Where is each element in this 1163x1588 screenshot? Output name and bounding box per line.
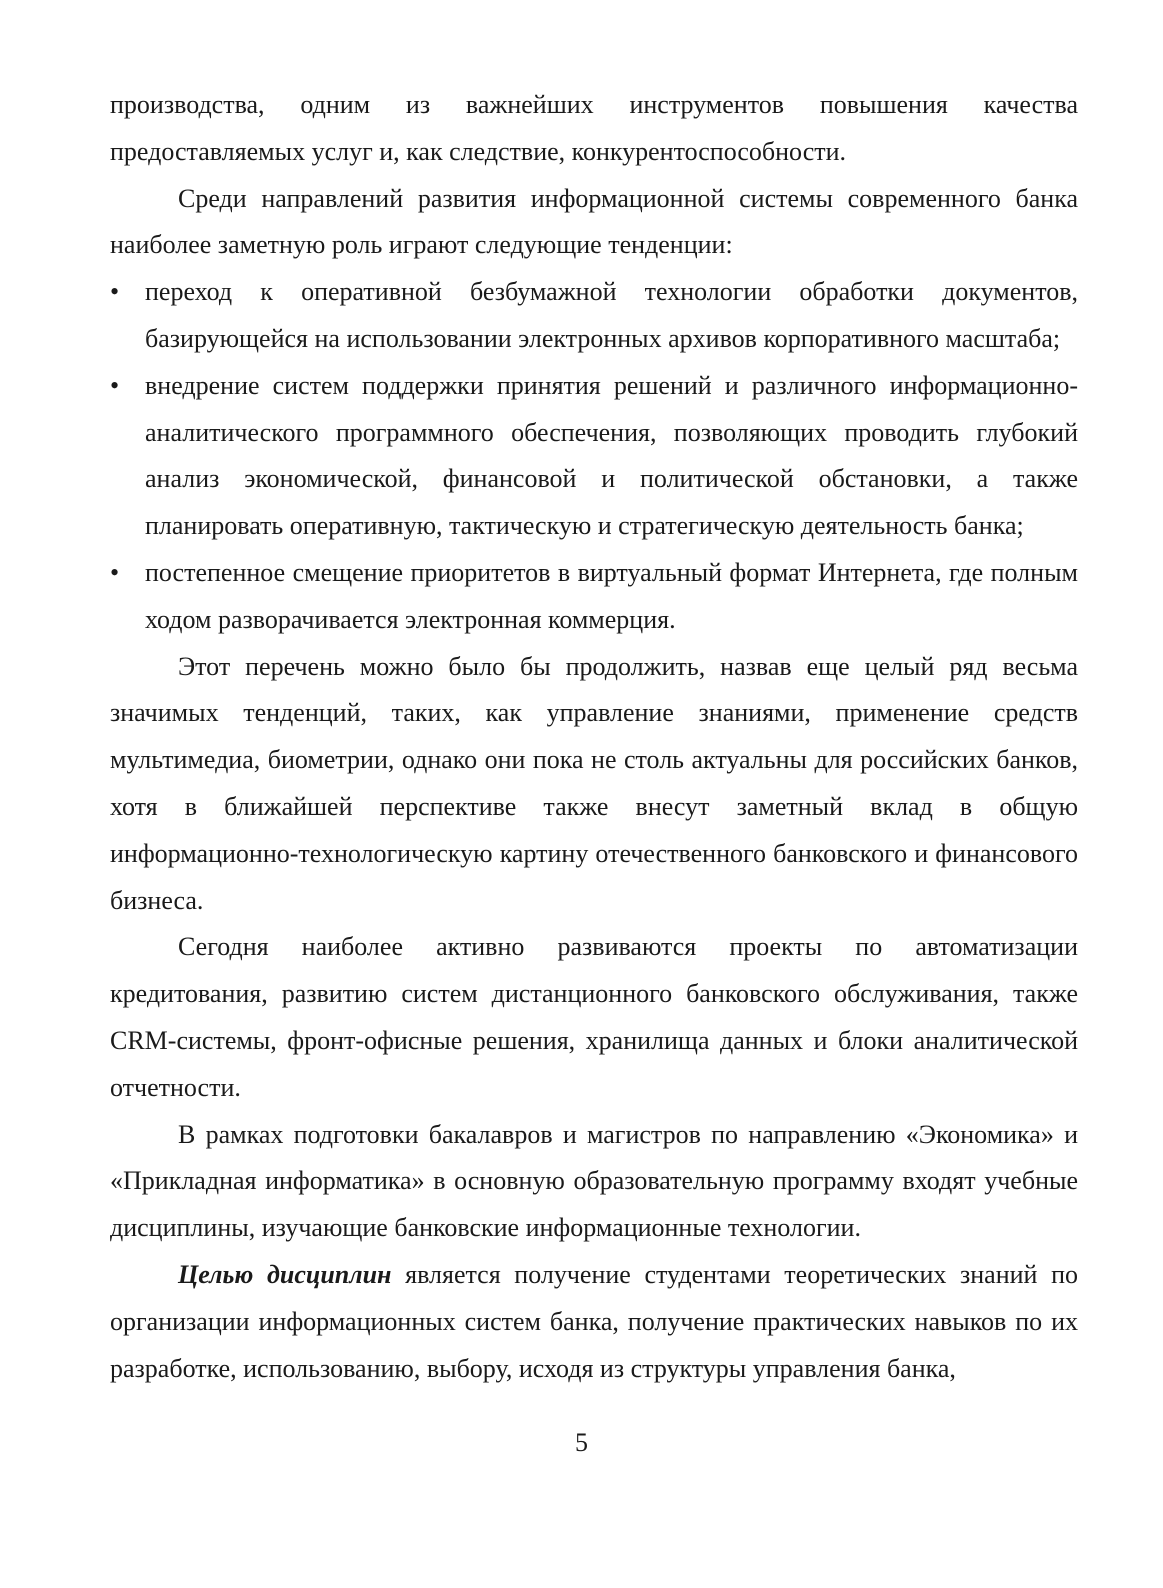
goal-text: является получение студентами теоретических знаний по организации информационных систем банка, получение практических навыков по их разработке, использованию, выбору, исходя из структуры управления банка, [110, 1259, 1079, 1383]
bullet-marker: • [110, 557, 120, 587]
trends-list [110, 269, 1078, 643]
list-item [110, 550, 1078, 644]
bullet-marker: • [110, 370, 120, 400]
paragraph-curriculum: В рамках подготовки бакалавров и магистров по направлению «Экономика» и «Прикладная информатика» в основную образовательную программу входят учебные дисциплины, изучающие банковские информационные технологии. [110, 1119, 1078, 1243]
list-item-text: постепенное смещение приоритетов в виртуальный формат Интернета, где полным ходом разворачивается электронная коммерция. [145, 557, 1078, 634]
paragraph-other-trends: Этот перечень можно было бы продолжить, назвав еще целый ряд весьма значимых тенденций, таких, как управление знаниями, применение средств мультимедиа, биометрии, однако они пока не столь актуальны для российских банков, хотя в ближайшей перспективе также внесут заметный вклад в общую информационно-технологическую картину отечественного банковского и финансового бизнеса. [110, 651, 1078, 915]
list-item [110, 269, 1078, 363]
paragraph-trends-intro: Среди направлений развития информационной системы современного банка наиболее заметную роль играют следующие тенденции: [110, 183, 1078, 260]
bullet-marker: • [110, 277, 120, 307]
goal-emphasis: Целью дисциплин [178, 1259, 392, 1289]
list-item-text: внедрение систем поддержки принятия решений и различного информационно-аналитического программного обеспечения, позволяющих проводить глубокий анализ экономической, финансовой и политической обстановки, а также планировать оперативную, тактическую и стратегическую деятельность банка; [145, 370, 1078, 541]
paragraph-course-goal [110, 1252, 1078, 1392]
document-body [110, 82, 1078, 1392]
paragraph-production-quality: производства, одним из важнейших инструментов повышения качества предоставляемых услуг и, как следствие, конкурентоспособности. [110, 90, 1078, 166]
page-number: 5 [575, 1428, 588, 1457]
paragraph-active-projects: Сегодня наиболее активно развиваются проекты по автоматизации кредитования, развитию систем дистанционного банковского обслуживания, также CRM-системы, фронт-офисные решения, хранилища данных и блоки аналитической отчетности. [110, 932, 1078, 1102]
list-item-text: переход к оперативной безбумажной технологии обработки документов, базирующейся на использовании электронных архивов корпоративного масштаба; [145, 277, 1078, 353]
list-item [110, 363, 1078, 550]
